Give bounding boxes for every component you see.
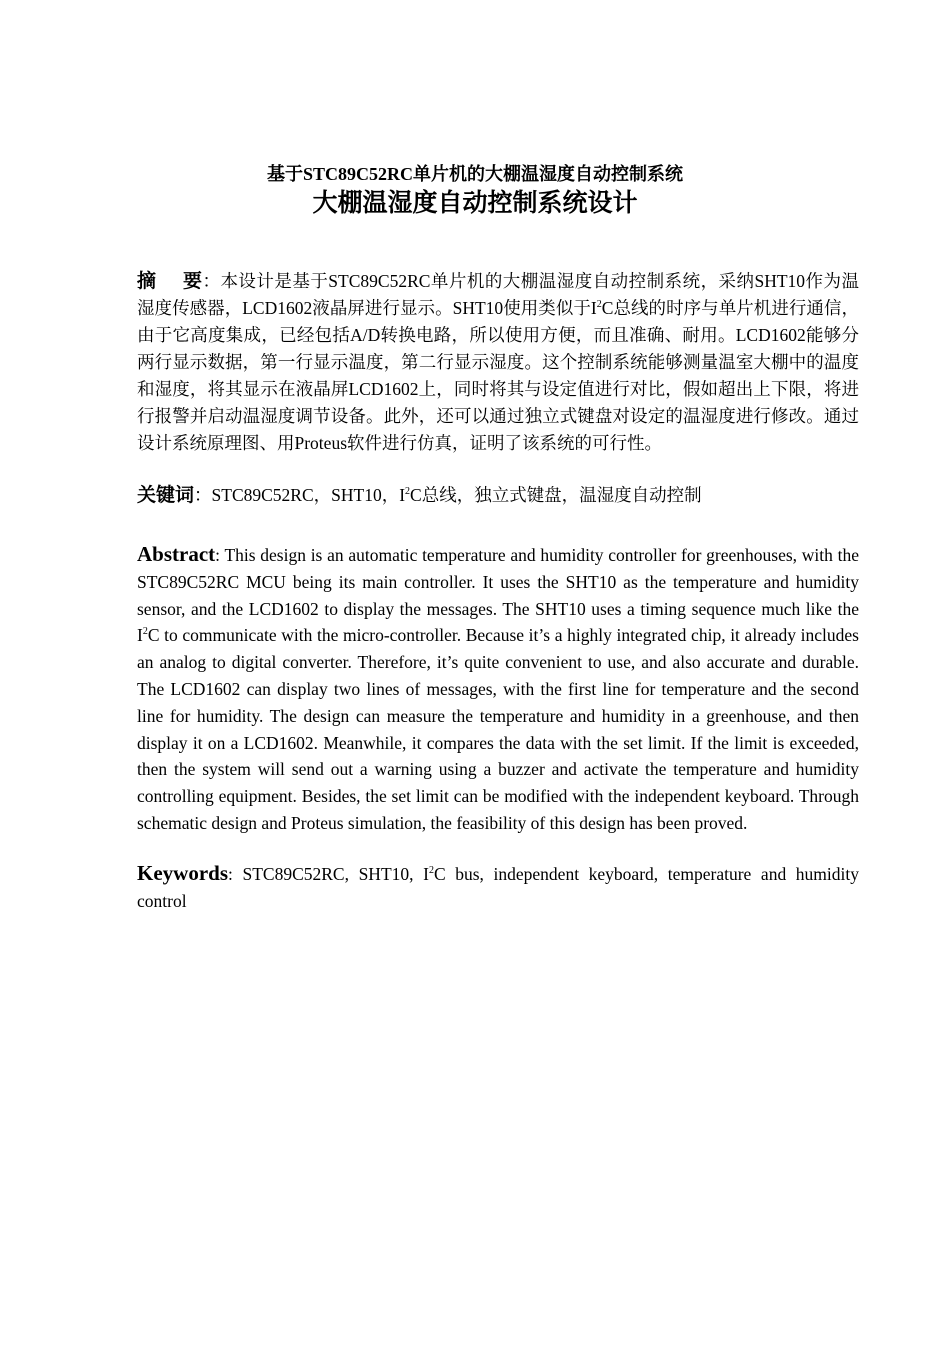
chinese-keywords-text-part-1: STC89C52RC，SHT10，I	[211, 485, 406, 505]
chinese-abstract-separator: ：	[202, 271, 221, 291]
chinese-keywords	[137, 482, 859, 509]
document-title: 大棚温湿度自动控制系统设计	[312, 188, 638, 217]
chinese-keywords-label: 关键词	[137, 485, 195, 506]
chinese-abstract-label-char-1: 摘	[137, 271, 157, 292]
superscript-two: 2	[405, 486, 411, 497]
chinese-abstract-label	[137, 271, 202, 292]
english-abstract-text-part-2: C to communicate with the micro-controller. Because it’s a highly integrated chip, it already includes an analog to digital converter. Therefore, it’s quite convenient to use, and also accurate and durable. The LCD1602 can display two lines of messages, with the first line for temperature and the second line for humidity. The design can measure the temperature and humidity in a greenhouse, and then display it on a LCD1602. Meanwhile, it compares the data with the set limit. If the limit is exceeded, then the system will send out a warning using a buzzer and activate the temperature and humidity controlling equipment. Besides, the set limit can be modified with the independent keyboard. Through schematic design and Proteus simulation, the feasibility of this design has been proved.	[137, 625, 859, 833]
english-abstract-label: Abstract	[137, 542, 216, 566]
english-abstract-text-part-1: This design is an automatic temperature and humidity controller for greenhouses, with the STC89C52RC MCU being its main controller. It uses the SHT10 as the temperature and humidity sensor, and the LCD1602 to display the messages. The SHT10 uses a timing sequence much like the I	[137, 545, 859, 646]
chinese-keywords-separator: ：	[194, 485, 212, 505]
english-keywords-text-part-1: STC89C52RC, SHT10, I	[242, 864, 429, 884]
superscript-two: 2	[142, 626, 148, 638]
english-keywords	[137, 860, 859, 915]
chinese-keywords-text-part-2: C总线，独立式键盘，温湿度自动控制	[410, 485, 702, 505]
english-keywords-separator: :	[228, 864, 243, 884]
english-keywords-label: Keywords	[137, 861, 228, 885]
english-abstract-separator: :	[215, 545, 225, 565]
chinese-abstract	[137, 268, 859, 457]
superscript-two: 2	[596, 299, 602, 310]
chinese-abstract-text-part-1: 本设计是基于STC89C52RC单片机的大棚温湿度自动控制系统，采纳SHT10作为温湿度传感器，LCD1602液晶屏进行显示。SHT10使用类似于I	[137, 271, 859, 318]
chinese-abstract-text-part-2: C总线的时序与单片机进行通信，由于它高度集成，已经包括A/D转换电路，所以使用方便，而且准确、耐用。LCD1602能够分两行显示数据，第一行显示温度，第二行显示湿度。这个控制系统能够测量温室大棚中的温度和湿度，将其显示在液晶屏LCD1602上，同时将其与设定值进行对比，假如超出上下限，将进行报警并启动温湿度调节设备。此外，还可以通过独立式键盘对设定的温湿度进行修改。通过设计系统原理图、用Proteus软件进行仿真，证明了该系统的可行性。	[137, 298, 859, 453]
english-abstract	[137, 541, 859, 837]
chinese-abstract-label-char-2: 要	[182, 271, 203, 292]
document-subtitle: 基于STC89C52RC单片机的大棚温湿度自动控制系统	[266, 164, 683, 184]
superscript-two: 2	[428, 865, 434, 876]
english-keywords-text-part-2: C bus, independent keyboard, temperature and humidity control	[137, 864, 859, 911]
